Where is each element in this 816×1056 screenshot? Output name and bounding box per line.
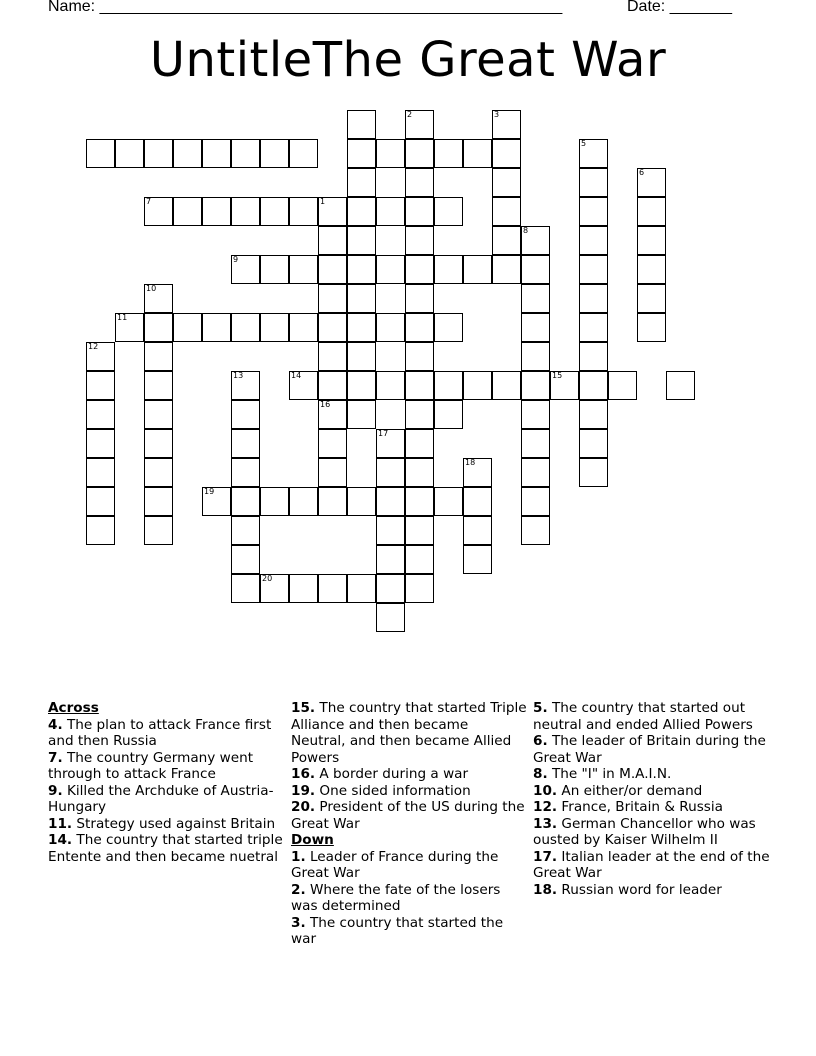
clue-number-label: 10 [146,284,157,293]
crossword-cell[interactable] [463,255,492,284]
clue-number: 1. [291,848,306,865]
crossword-cell[interactable] [231,371,260,400]
crossword-cell[interactable] [202,487,231,516]
clue-number-label: 9 [233,255,239,264]
crossword-cell[interactable] [521,458,550,487]
clue-across-16 [291,766,527,783]
crossword-cell[interactable] [376,197,405,226]
crossword-cell[interactable] [405,197,434,226]
crossword-cell[interactable] [405,545,434,574]
crossword-cell[interactable] [637,284,666,313]
clue-text: One sided information [319,782,471,799]
crossword-cell[interactable] [463,516,492,545]
crossword-cell[interactable] [318,400,347,429]
crossword-cell[interactable] [579,255,608,284]
crossword-cell[interactable] [434,139,463,168]
crossword-cell[interactable] [521,255,550,284]
crossword-cell[interactable] [144,313,173,342]
crossword-cell[interactable] [260,574,289,603]
crossword-cell[interactable] [521,400,550,429]
crossword-cell[interactable] [347,371,376,400]
crossword-cell[interactable] [405,429,434,458]
crossword-cell[interactable] [492,168,521,197]
crossword-cell[interactable] [115,139,144,168]
crossword-cell[interactable] [318,255,347,284]
crossword-cell[interactable] [231,516,260,545]
crossword-cell[interactable] [463,487,492,516]
crossword-cell[interactable] [144,429,173,458]
crossword-cell[interactable] [347,255,376,284]
crossword-cell[interactable] [347,168,376,197]
crossword-cell[interactable] [434,197,463,226]
crossword-cell[interactable] [579,429,608,458]
crossword-cell[interactable] [492,371,521,400]
crossword-cell[interactable] [86,429,115,458]
clue-number-label: 8 [523,226,529,235]
crossword-cell[interactable] [318,574,347,603]
clue-across-7 [48,750,284,783]
clue-number: 17. [533,848,558,865]
crossword-cell[interactable] [173,313,202,342]
crossword-cell[interactable] [521,429,550,458]
clue-number: 4. [48,716,63,733]
crossword-cell[interactable] [144,197,173,226]
crossword-cell[interactable] [492,110,521,139]
crossword-cell[interactable] [115,313,144,342]
clues-column-2 [291,700,527,948]
page-title: UntitleThe Great War [149,32,667,88]
clue-down-1 [291,849,527,882]
crossword-cell[interactable] [260,487,289,516]
crossword-cell[interactable] [318,313,347,342]
clue-down-5 [533,700,773,733]
crossword-cell[interactable] [521,371,550,400]
crossword-cell[interactable] [434,371,463,400]
clue-number: 7. [48,749,63,766]
crossword-cell[interactable] [405,110,434,139]
crossword-cell[interactable] [86,371,115,400]
crossword-cell[interactable] [376,516,405,545]
crossword-cell[interactable] [637,226,666,255]
crossword-cell[interactable] [637,313,666,342]
crossword-cell[interactable] [579,168,608,197]
crossword-cell[interactable] [347,139,376,168]
crossword-cell[interactable] [579,313,608,342]
clue-text: Killed the Archduke of Austria-Hungary [48,782,274,815]
clue-down-8 [533,766,773,783]
crossword-cell[interactable] [434,400,463,429]
crossword-cell[interactable] [405,371,434,400]
crossword-cell[interactable] [376,371,405,400]
crossword-cell[interactable] [405,255,434,284]
crossword-cell[interactable] [579,371,608,400]
crossword-cell[interactable] [405,458,434,487]
clue-number: 2. [291,881,306,898]
clue-number-label: 7 [146,197,152,206]
across-heading: Across [48,700,99,716]
crossword-cell[interactable] [202,313,231,342]
clue-down-13 [533,816,773,849]
clue-text: An either/or demand [561,782,703,799]
crossword-cell[interactable] [318,371,347,400]
crossword-cell[interactable] [463,139,492,168]
crossword-cell[interactable] [289,255,318,284]
clue-down-17 [533,849,773,882]
clue-text: President of the US during the Great War [291,799,525,832]
crossword-cell[interactable] [492,255,521,284]
crossword-cell[interactable] [405,574,434,603]
clue-number: 3. [291,914,306,931]
crossword-cell[interactable] [434,255,463,284]
crossword-cell[interactable] [637,197,666,226]
crossword-cell[interactable] [318,226,347,255]
crossword-cell[interactable] [231,574,260,603]
crossword-cell[interactable] [405,400,434,429]
crossword-cell[interactable] [231,487,260,516]
clue-text: The country that started Triple Alliance and then became Neutral, and then became Allied Powers [291,700,527,766]
crossword-cell[interactable] [521,226,550,255]
crossword-cell[interactable] [637,255,666,284]
crossword-cell[interactable] [666,371,695,400]
crossword-cell[interactable] [521,516,550,545]
crossword-cell[interactable] [202,139,231,168]
crossword-cell[interactable] [144,458,173,487]
crossword-cell[interactable] [318,342,347,371]
crossword-cell[interactable] [231,197,260,226]
crossword-cell[interactable] [405,168,434,197]
crossword-cell[interactable] [231,313,260,342]
crossword-cell[interactable] [492,139,521,168]
crossword-cell[interactable] [579,197,608,226]
crossword-cell[interactable] [463,458,492,487]
clue-number-label: 11 [117,313,128,322]
crossword-cell[interactable] [318,429,347,458]
clue-text: Strategy used against Britain [76,815,276,832]
crossword-cell[interactable] [289,371,318,400]
crossword-cell[interactable] [86,516,115,545]
clue-number: 9. [48,782,63,799]
crossword-cell[interactable] [260,139,289,168]
crossword-cell[interactable] [347,197,376,226]
crossword-cell[interactable] [463,545,492,574]
crossword-cell[interactable] [318,284,347,313]
crossword-cell[interactable] [347,284,376,313]
clue-number: 15. [291,700,316,716]
crossword-cell[interactable] [376,255,405,284]
clue-number: 13. [533,815,558,832]
crossword-cell[interactable] [376,429,405,458]
clue-text: Italian leader at the end of the Great War [533,848,770,881]
crossword-cell[interactable] [608,371,637,400]
clue-number-label: 20 [262,574,273,583]
clue-down-10 [533,783,773,800]
clue-number: 14. [48,832,73,848]
clue-text: The country Germany went through to attack France [48,749,254,782]
clue-number: 10. [533,782,558,799]
clue-text: The leader of Britain during the Great War [533,733,766,766]
crossword-cell[interactable] [347,110,376,139]
crossword-cell[interactable] [144,487,173,516]
crossword-cell[interactable] [492,197,521,226]
crossword-cell[interactable] [260,313,289,342]
crossword-cell[interactable] [347,226,376,255]
clue-across-15 [291,700,527,766]
crossword-cell[interactable] [144,516,173,545]
clue-text: The "I" in M.A.I.N. [551,766,672,782]
clue-number-label: 1 [320,197,326,206]
clue-number: 19. [291,782,316,799]
crossword-cell[interactable] [405,284,434,313]
crossword-cell[interactable] [376,603,405,632]
clue-number: 6. [533,733,548,749]
clue-down-6 [533,733,773,766]
clue-across-9 [48,783,284,816]
crossword-cell[interactable] [260,255,289,284]
crossword-cell[interactable] [86,458,115,487]
clue-text: German Chancellor who was ousted by Kaiser Wilhelm II [533,815,756,848]
crossword-cell[interactable] [318,487,347,516]
crossword-cell[interactable] [579,284,608,313]
clues-column-3 [533,700,773,898]
crossword-cell[interactable] [405,487,434,516]
crossword-cell[interactable] [405,226,434,255]
clue-text: Leader of France during the Great War [291,848,499,881]
crossword-cell[interactable] [579,226,608,255]
clue-text: A border during a war [319,766,469,782]
crossword-cell[interactable] [289,487,318,516]
name-field-label[interactable]: Name: ____________________________________________________ [48,0,563,15]
clue-number: 8. [533,766,548,782]
crossword-cell[interactable] [347,574,376,603]
clue-number: 12. [533,799,558,815]
clue-down-18 [533,882,773,899]
crossword-cell[interactable] [231,429,260,458]
clue-number-label: 14 [291,371,302,380]
date-field-label[interactable]: Date: _______ [627,0,732,15]
crossword-cell[interactable] [579,139,608,168]
crossword-cell[interactable] [289,313,318,342]
clue-number-label: 3 [494,110,500,119]
clue-number-label: 13 [233,371,244,380]
clue-down-2 [291,882,527,915]
clue-number: 16. [291,766,316,782]
crossword-cell[interactable] [86,400,115,429]
clue-across-19 [291,783,527,800]
crossword-cell[interactable] [463,371,492,400]
crossword-cell[interactable] [318,458,347,487]
crossword-cell[interactable] [405,139,434,168]
crossword-cell[interactable] [376,139,405,168]
crossword-cell[interactable] [289,574,318,603]
crossword-cell[interactable] [144,284,173,313]
crossword-cell[interactable] [434,487,463,516]
clue-text: Where the fate of the losers was determined [291,881,501,914]
crossword-cell[interactable] [86,139,115,168]
clues-column-1 [48,700,284,865]
crossword-cell[interactable] [231,400,260,429]
crossword-cell[interactable] [579,458,608,487]
crossword-cell[interactable] [173,197,202,226]
crossword-cell[interactable] [318,197,347,226]
crossword-cell[interactable] [376,313,405,342]
clue-text: The plan to attack France first and then Russia [48,716,272,749]
crossword-cell[interactable] [260,197,289,226]
crossword-cell[interactable] [144,139,173,168]
clue-number-label: 6 [639,168,645,177]
crossword-cell[interactable] [347,342,376,371]
clue-across-14 [48,832,284,865]
crossword-cell[interactable] [173,139,202,168]
crossword-cell[interactable] [144,400,173,429]
clue-number-label: 16 [320,400,331,409]
crossword-cell[interactable] [376,574,405,603]
crossword-cell[interactable] [289,197,318,226]
crossword-cell[interactable] [521,487,550,516]
clue-number-label: 15 [552,371,563,380]
crossword-cell[interactable] [521,313,550,342]
clue-number: 5. [533,700,548,716]
clue-number-label: 17 [378,429,389,438]
crossword-cell[interactable] [86,342,115,371]
crossword-cell[interactable] [579,400,608,429]
crossword-cell[interactable] [231,458,260,487]
crossword-cell[interactable] [550,371,579,400]
crossword-cell[interactable] [521,342,550,371]
crossword-cell[interactable] [376,545,405,574]
crossword-cell[interactable] [86,487,115,516]
crossword-cell[interactable] [376,458,405,487]
crossword-cell[interactable] [376,487,405,516]
clue-number: 20. [291,799,316,815]
clue-number: 11. [48,815,73,832]
crossword-cell[interactable] [231,545,260,574]
crossword-cell[interactable] [492,226,521,255]
clue-number-label: 12 [88,342,99,351]
crossword-cell[interactable] [289,139,318,168]
crossword-cell[interactable] [637,168,666,197]
crossword-cell[interactable] [347,400,376,429]
crossword-cell[interactable] [405,516,434,545]
crossword-cell[interactable] [202,197,231,226]
clue-number-label: 5 [581,139,587,148]
clue-down-12 [533,799,773,816]
crossword-cell[interactable] [144,371,173,400]
crossword-cell[interactable] [347,313,376,342]
crossword-cell[interactable] [231,139,260,168]
clue-number-label: 18 [465,458,476,467]
crossword-cell[interactable] [405,313,434,342]
clue-across-11 [48,816,284,833]
clue-number: 18. [533,881,558,898]
clue-across-20 [291,799,527,832]
clue-down-3 [291,915,527,948]
clue-text: The country that started out neutral and ended Allied Powers [533,700,753,733]
down-heading: Down [291,832,334,848]
crossword-cell[interactable] [521,284,550,313]
crossword-cell[interactable] [347,487,376,516]
clue-across-4 [48,717,284,750]
crossword-cell[interactable] [144,342,173,371]
clue-number-label: 2 [407,110,413,119]
crossword-cell[interactable] [405,342,434,371]
crossword-cell[interactable] [231,255,260,284]
clue-text: France, Britain & Russia [561,799,723,815]
clue-number-label: 19 [204,487,215,496]
clue-text: Russian word for leader [561,881,722,898]
crossword-cell[interactable] [579,342,608,371]
clue-text: The country that started triple Entente and then became nuetral [48,832,283,865]
crossword-cell[interactable] [434,313,463,342]
clue-text: The country that started the war [291,914,504,947]
